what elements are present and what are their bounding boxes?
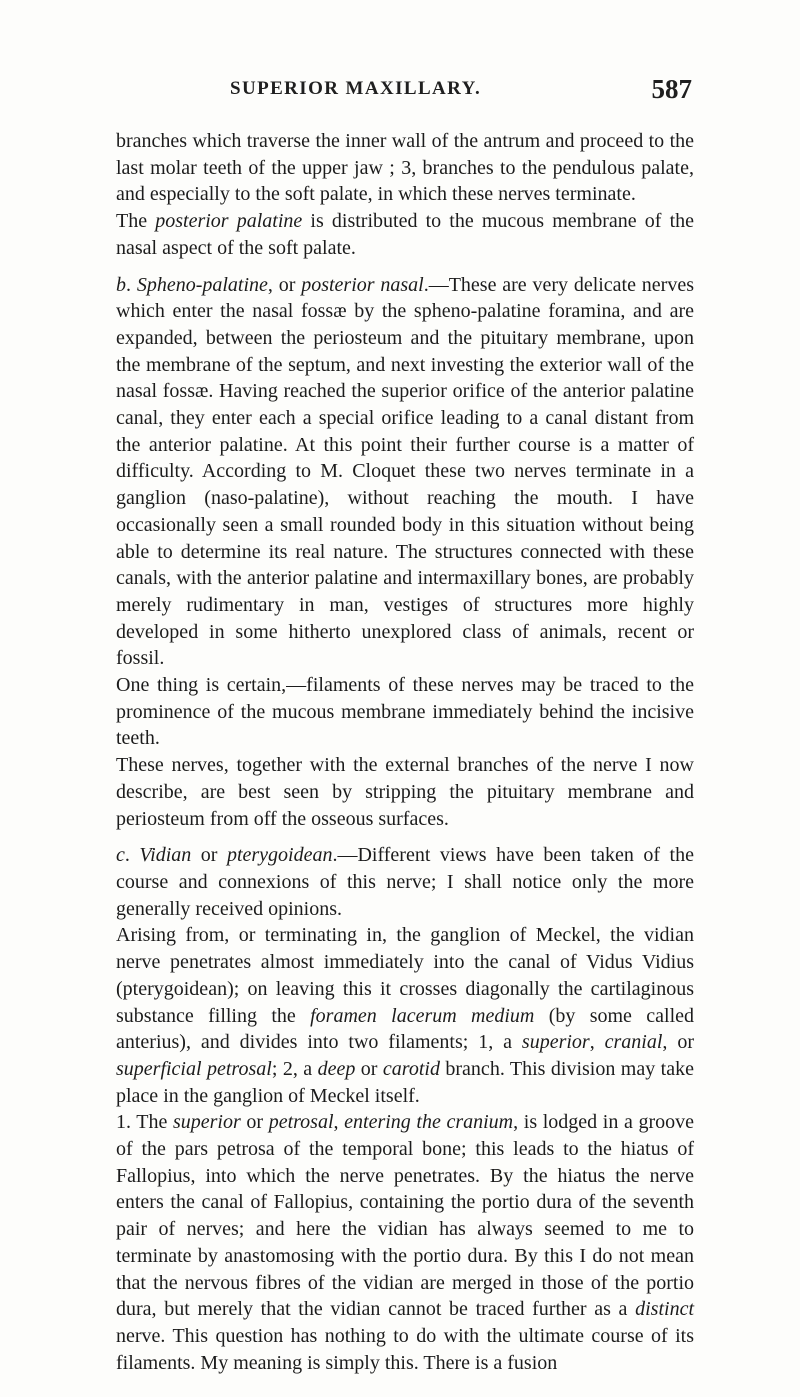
paragraph-p6 xyxy=(116,842,694,922)
italic-run: superior xyxy=(521,1031,590,1054)
italic-run: b xyxy=(116,273,126,296)
paragraph-p1 xyxy=(116,128,694,208)
text-run: , xyxy=(333,1111,345,1134)
paragraph-p7 xyxy=(116,922,694,1109)
text-run: is distributed to the mucous membrane of the nasal aspect of the soft palate. xyxy=(116,210,695,259)
text-run: , is lodged in a groove of the pars petrosa of the temporal bone; this leads to the hiatus of Fallopius, into which the nerve penetrates. By the hiatus the nerve enters the canal of Fallopius, containing the portio dura of the seventh pair of nerves; and here the vidian has always seemed to me to terminate by anastomosing with the portio dura. By this I do not mean that the nervous fibres of the vidian are merged in those of the portio dura, but merely that the vidian cannot be traced further as a xyxy=(116,1111,694,1321)
page-number: 587 xyxy=(651,74,692,104)
italic-run: Spheno-palatine xyxy=(136,273,268,296)
italic-run: entering the cranium xyxy=(344,1111,514,1134)
paragraph-p8 xyxy=(116,1109,694,1376)
text-run: branches which traverse the inner wall of the antrum and proceed to the last molar teeth of the upper jaw ; 3, branches to the pendulous palate, and especially to the soft palate, in which these nerves terminate. xyxy=(116,130,694,206)
italic-run: cranial xyxy=(604,1031,663,1054)
text-run: . xyxy=(124,844,140,867)
paragraph-p4 xyxy=(116,672,694,752)
text-run: 1. The xyxy=(116,1111,173,1134)
text-run: , xyxy=(589,1031,605,1054)
paragraph-p3 xyxy=(116,272,694,673)
italic-run: distinct xyxy=(635,1298,694,1321)
text-run: .—Different views have been taken of the course and connexions of this nerve; I shall notice only the more generally received opinions. xyxy=(116,844,694,920)
italic-run: foramen lacerum medium xyxy=(310,1004,535,1027)
italic-run: Vidian xyxy=(139,844,192,867)
text-run: .—These are very delicate nerves which enter the nasal fossæ by the spheno-palatine foramina, and are expanded, between the periosteum and the pituitary membrane, upon the membrane of the septum, and next investing the exterior wall of the nasal fossæ. Having reached the superior orifice of the anterior palatine canal, they enter each a special orifice leading to a canal distant from the anterior palatine. At this point their further course is a matter of difficulty. According to M. Cloquet these two nerves terminate in a ganglion (naso-palatine), without reaching the mouth. I have occasionally seen a small rounded body in this situation without being able to determine its real nature. The structures connected with these canals, with the anterior palatine and intermaxillary bones, are probably merely rudimentary in man, vestiges of structures more highly developed in some hitherto unexplored class of animals, recent or fossil. xyxy=(116,273,694,670)
italic-run: petrosal xyxy=(268,1111,334,1134)
text-run: or xyxy=(355,1057,383,1080)
text-run: (by some called anterius), and divides into two filaments; 1, a xyxy=(116,1004,695,1054)
text-run: The xyxy=(116,210,156,233)
text-run: nerve. This question has nothing to do with the ultimate course of its filaments. My meaning is simply this. There is a fusion xyxy=(116,1324,694,1374)
italic-run: carotid xyxy=(382,1057,440,1080)
text-run: ; 2, a xyxy=(271,1057,318,1080)
text-run: branch. This division may take place in the ganglion of Meckel itself. xyxy=(116,1057,694,1107)
text-run: , or xyxy=(662,1031,694,1054)
italic-run: superficial petrosal xyxy=(116,1057,272,1080)
italic-run: posterior palatine xyxy=(155,210,303,233)
italic-run: c xyxy=(116,844,125,867)
text-run: or xyxy=(191,844,227,867)
text-run: These nerves, together with the external branches of the nerve I now describe, are best seen by stripping the pituitary membrane and periosteum from off the osseous surfaces. xyxy=(116,754,694,830)
text-run: One thing is certain,—filaments of these nerves may be traced to the prominence of the mucous membrane immediately behind the incisive teeth. xyxy=(116,674,694,750)
italic-run: superior xyxy=(172,1111,241,1134)
text-run: Arising from, or terminating in, the ganglion of Meckel, the vidian nerve penetrates almost immediately into the canal of Vidus Vidius (pterygoidean); on leaving this it crosses diagonally the cartilaginous substance filling the xyxy=(116,924,694,1027)
text-run: or xyxy=(240,1111,269,1134)
text-run: . xyxy=(126,273,137,296)
italic-run: pterygoidean xyxy=(226,844,333,867)
running-header xyxy=(120,74,692,104)
italic-run: posterior nasal xyxy=(301,273,424,296)
running-title: SUPERIOR MAXILLARY. xyxy=(230,78,482,99)
text-run: , or xyxy=(267,273,302,296)
paragraph-p5 xyxy=(116,752,694,832)
italic-run: deep xyxy=(317,1057,356,1080)
body-text xyxy=(116,128,694,1376)
paragraph-p2 xyxy=(116,208,694,261)
